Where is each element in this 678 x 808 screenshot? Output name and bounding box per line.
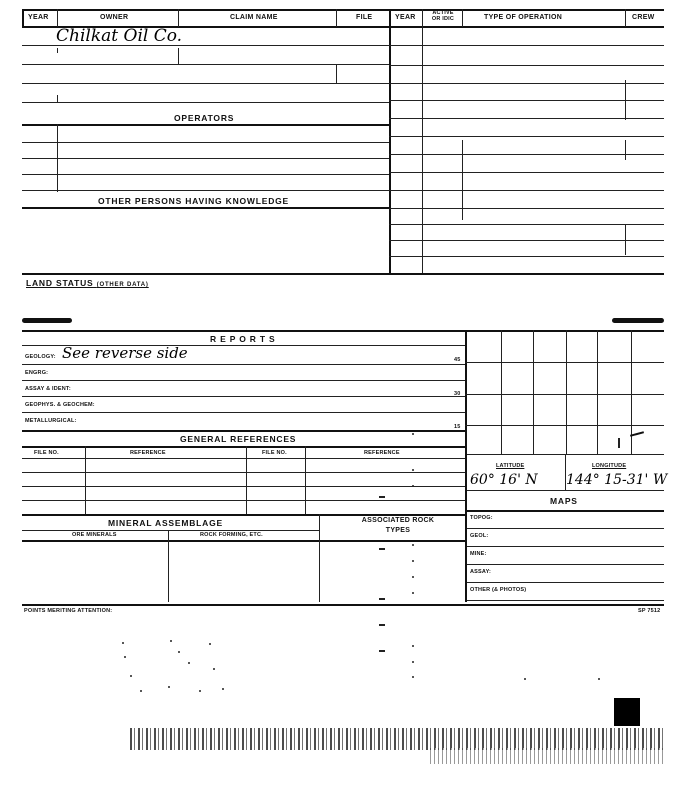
black-registration-square (614, 698, 640, 726)
ore-minerals-header: ORE MINERALS (72, 532, 117, 538)
header-active: ACTIVE OR IDIC (431, 10, 455, 22)
header-type-of-operation: TYPE OF OPERATION (484, 14, 563, 21)
scan-noise-band-2 (430, 748, 664, 764)
longitude-value: 144° 15-31' W (566, 472, 668, 488)
maps-title: MAPS (550, 496, 578, 506)
mineral-assemblage-title: MINERAL ASSEMBLAGE (108, 518, 223, 528)
map-mine: MINE: (470, 551, 487, 557)
other-persons-title: OTHER PERSONS HAVING KNOWLEDGE (98, 196, 290, 206)
scale-45: 45 (454, 357, 461, 363)
scale-30: 30 (454, 391, 461, 397)
map-geol: GEOL: (470, 533, 489, 539)
header-year-2: YEAR (395, 14, 416, 21)
general-references-title: GENERAL REFERENCES (180, 434, 297, 444)
points-meriting-label: POINTS MERITING ATTENTION: (24, 608, 113, 614)
ref-header-file-no-1: FILE NO. (34, 450, 59, 456)
ref-header-reference-2: REFERENCE (364, 450, 400, 456)
scale-15: 15 (454, 424, 461, 430)
map-other: OTHER (& PHOTOS) (470, 587, 527, 593)
ref-header-file-no-2: FILE NO. (262, 450, 287, 456)
rock-forming-header: ROCK FORMING, ETC. (200, 532, 263, 538)
engrg-label: ENGRG: (25, 370, 49, 376)
associated-rock-types-header: ASSOCIATED ROCK TYPES (361, 517, 435, 534)
latitude-value: 60° 16' N (470, 472, 538, 488)
geology-label: GEOLOGY: (25, 354, 56, 360)
header-crew: CREW (632, 14, 655, 21)
map-topog: TOPOG: (470, 515, 493, 521)
ref-header-reference-1: REFERENCE (130, 450, 166, 456)
geophys-label: GEOPHYS. & GEOCHEM: (25, 402, 95, 408)
operators-title: OPERATORS (174, 113, 235, 123)
metallurgical-label: METALLURGICAL: (25, 418, 77, 424)
header-claim-name: CLAIM NAME (230, 14, 278, 21)
latitude-label: LATITUDE (496, 463, 525, 469)
header-year: YEAR (28, 14, 49, 21)
owner-entry: Chilkat Oil Co. (56, 26, 183, 46)
scan-noise-band (130, 728, 664, 750)
land-status-title: LAND STATUS (OTHER DATA) (26, 278, 149, 288)
map-assay: ASSAY: (470, 569, 492, 575)
header-owner: OWNER (100, 14, 129, 21)
header-file: FILE (356, 14, 373, 21)
assay-label: ASSAY & IDENT: (25, 386, 71, 392)
form-number: SP 7512 (638, 608, 661, 614)
geology-value: See reverse side (62, 344, 188, 362)
reports-title: R E P O R T S (210, 334, 276, 344)
longitude-label: LONGITUDE (592, 463, 627, 469)
